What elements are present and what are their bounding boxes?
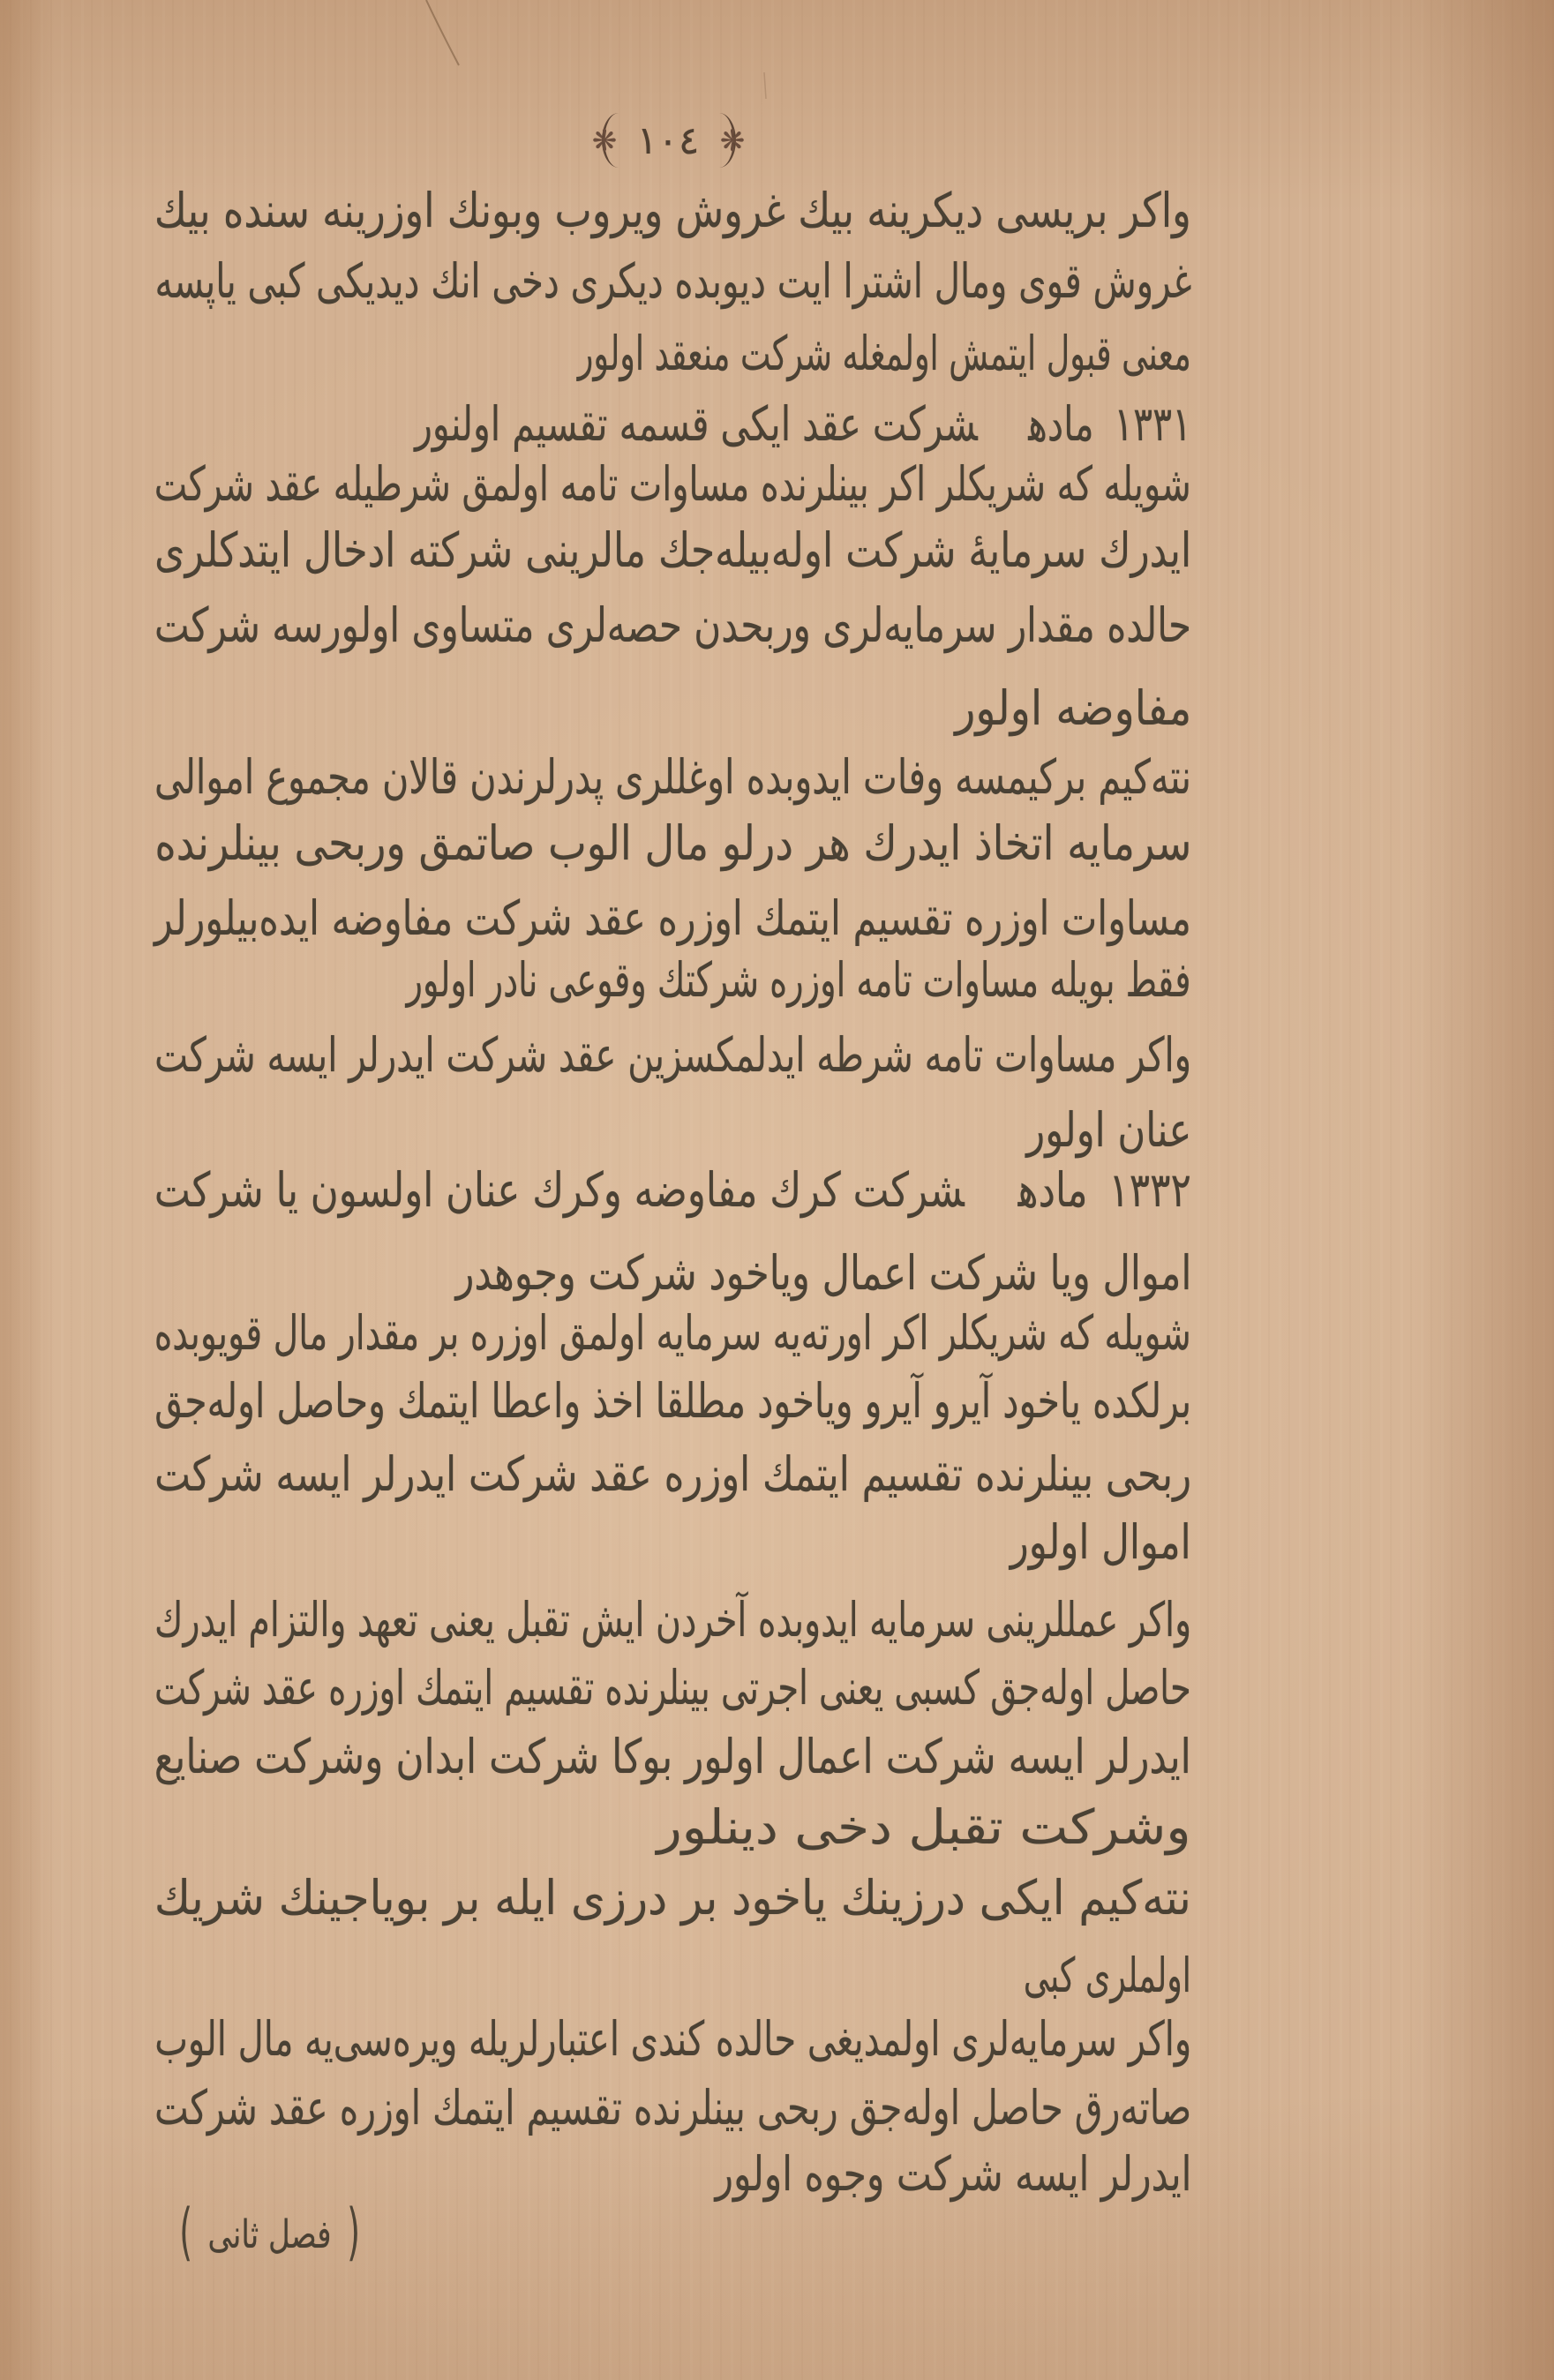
page-number: ١٠٤ [636,118,700,163]
article-number: ١٣٣٢ [1108,1162,1191,1218]
line-text: معنى قبول ايتمش اولمغله شركت منعقد اولور [577,326,1191,381]
text-line [154,1792,1191,1863]
catchword-close-paren: ) [346,2196,360,2268]
line-text: مفاوضه اولور [954,680,1191,736]
line-text: واكر بريسى ديكرينه بيك غروش ويروب وبونك اوزرينه سنده بيك [154,183,1191,238]
text-line [154,449,1191,520]
text-line [154,808,1191,879]
text-line [154,246,1191,317]
article-title: شركت عقد ايكى قسمه تقسيم اولنور [414,396,978,452]
line-text: حالده مقدار سرمايه‌لرى وربحدن حصه‌لرى متساوى اولورسه شركت [154,597,1191,653]
catchword-open-paren: ( [179,2196,193,2268]
line-text: حاصل اوله‌جق كسبى يعنى اجرتى بينلرنده تقسيم ايتمك اوزره عقد شركت [154,1660,1191,1716]
line-text: شويله كه شريكلر اكر بينلرنده مساوات تامه اولمق شرطيله عقد شركت [154,456,1191,512]
text-line [154,176,1191,246]
article-number: ١٣٣١ [1113,396,1191,452]
flower-ornament-icon: ❋ [719,124,746,159]
text-line [154,1863,1191,1933]
text-line [154,673,1191,744]
line-text: ربحى بينلرنده تقسيم ايتمك اوزره عقد شركت ايدرلر ايسه شركت [154,1446,1191,1502]
line-text: اولملرى كبى [1023,1948,1191,2003]
catchword-text: فصل ثانى [207,2212,332,2257]
line-text: شويله كه شريكلر اكر اورته‌يه سرمايه اولمق اوزره بر مقدار مال قويوبده [154,1305,1191,1361]
text-line [154,590,1191,661]
paper-crease [0,0,1554,176]
text-line [154,515,1191,586]
line-text: ايدرك سرمايهٔ شركت اوله‌بيله‌جك مالرينى شركته ادخال ايتدكلرى [154,522,1191,578]
text-line [154,1941,1191,2011]
catchword [179,2196,360,2270]
text-line [154,2004,1191,2075]
line-text: غروش قوى ومال اشترا ايت ديوبده ديكرى دخى انك ديديكى كبى ياپسه [154,253,1191,309]
text-line [154,1722,1191,1792]
line-text: واكر سرمايه‌لرى اولمديغى حالده كندى اعتبارلريله ويره‌سى‌يه مال الوب [154,2011,1191,2067]
text-line [154,2073,1191,2144]
text-line [154,1020,1191,1091]
text-line [154,319,1191,389]
line-text: واكر مساوات تامه شرطه ايدلمكسزين عقد شركت ايدرلر ايسه شركت [154,1027,1191,1083]
text-line [154,1585,1191,1655]
line-text: عنان اولور [1025,1102,1191,1158]
line-text: اموال ويا شركت اعمال وياخود شركت وجوهدر [455,1245,1191,1301]
line-text: اموال اولور [1010,1514,1191,1570]
text-line [154,1366,1191,1437]
text-line [154,945,1191,1016]
catchword-body [179,2201,360,2278]
line-text: سرمايه اتخاذ ايدرك هر درلو مال الوب صاتمق وربحى بينلرنده [154,815,1191,871]
line-text: وشركت تقبل دخى دينلور [657,1799,1191,1855]
text-line [154,1298,1191,1369]
article-label: ماده [1028,396,1094,452]
text-line [154,1507,1191,1578]
line-text: فقط بويله مساوات تامه اوزره شركتك وقوعى نادر اولور [406,952,1191,1008]
text-line [154,2139,1191,2210]
line-text: صاته‌رق حاصل اوله‌جق ربحى بينلرنده تقسيم ايتمك اوزره عقد شركت [154,2080,1191,2136]
text-line [154,742,1191,813]
text-line [154,883,1191,954]
line-text: نته‌كيم بركيمسه وفات ايدوبده اوغللرى پدرلرندن قالان مجموع اموالى [154,749,1191,805]
line-text: برلكده ياخود آيرو آيرو وياخود مطلقا اخذ واعطا ايتمك وحاصل اوله‌جق [154,1373,1191,1429]
text-line [154,1439,1191,1510]
flower-ornament-icon: ❋ [591,124,618,159]
article-label: ماده [1017,1162,1088,1218]
line-text: ايدرلر ايسه شركت وجوه اولور [715,2146,1191,2202]
line-text: واكر عمللرينى سرمايه ايدوبده آخردن ايش تقبل يعنى تعهد والتزام ايدرك [154,1592,1191,1648]
article-heading [154,1155,1191,1226]
page-number-header [584,106,752,176]
article-title: شركت كرك مفاوضه وكرك عنان اولسون يا شركت [154,1162,965,1218]
article-heading-line [154,1155,1191,1226]
line-text: مساوات اوزره تقسيم ايتمك اوزره عقد شركت مفاوضه ايده‌بيلورلر [154,890,1191,946]
text-line [154,1653,1191,1723]
line-text: ايدرلر ايسه شركت اعمال اولور بوكا شركت ابدان وشركت صنايع [154,1729,1191,1784]
line-text: نته‌كيم ايكى درزينك ياخود بر درزى ايله بر بوياجينك شريك [154,1870,1191,1926]
